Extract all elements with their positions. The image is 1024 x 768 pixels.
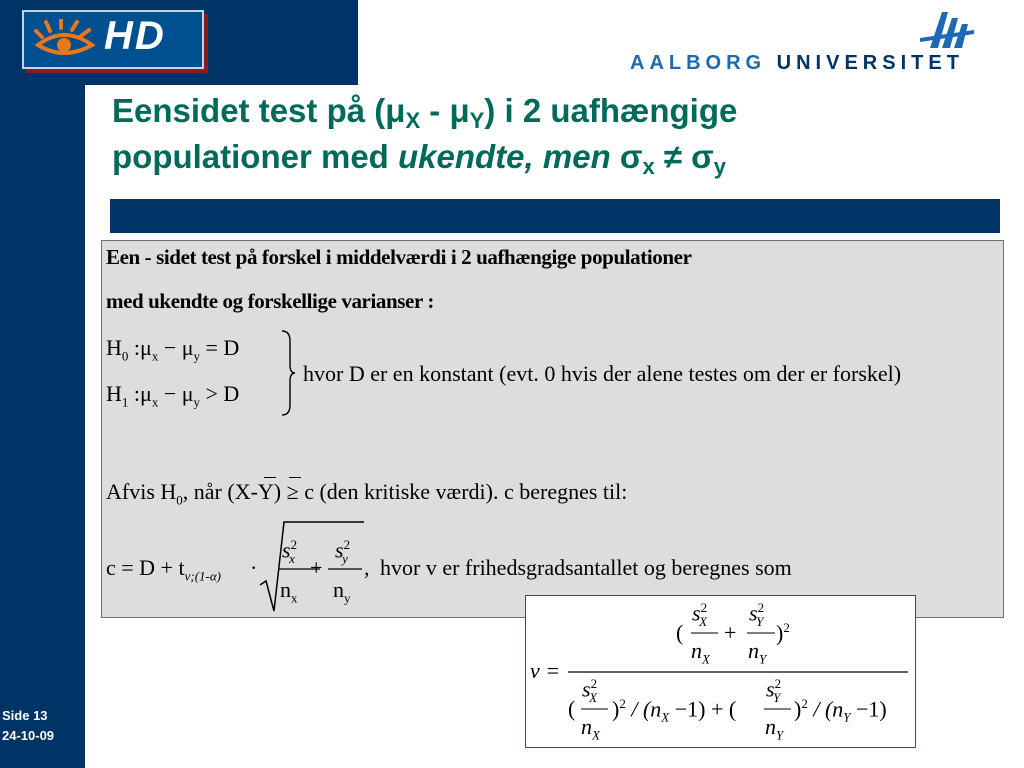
reject-rule: Afvis $H_0$, når (X-Y) ≥ c (den kritiske værdi). c beregnes til:: [106, 479, 628, 508]
den-nx: $n_X$: [581, 714, 600, 743]
frac2-numerator: $s^2_y$: [335, 537, 351, 566]
title-line-1: Eensidet test på $(\mu_X - \mu_Y)$ i 2 uafhængige: [112, 92, 738, 133]
num-sx2: $s^2_X$: [692, 600, 708, 629]
brace-icon: [280, 329, 296, 417]
slide-number: Side 13: [2, 708, 48, 723]
plus-operator: +: [310, 555, 323, 580]
degrees-of-freedom-formula: [525, 595, 916, 748]
hypothesis-h0: $H_0$ $:\mu_x - \mu_y = D$: [106, 335, 240, 364]
hd-logo-text: HD: [104, 14, 166, 58]
slide-title: [112, 88, 992, 180]
dot-operator: ·: [250, 555, 258, 580]
c-formula-lhs: $c = D + t_{v;(1-\alpha)}$: [106, 555, 222, 584]
comma: ,: [364, 555, 370, 580]
num-open-paren: (: [676, 620, 684, 645]
constant-note: hvor D er en konstant (evt. 0 hvis der alene testes om der er forskel): [303, 361, 902, 386]
x-bar: [264, 477, 276, 478]
num-ny: $n_Y$: [748, 638, 767, 667]
slide-footer: [2, 706, 54, 746]
num-close-squared: )$^2$: [776, 620, 790, 646]
v-equals: v =: [530, 658, 561, 683]
title-underbar: [110, 199, 1000, 233]
frac2-denominator: $n_y$: [333, 577, 351, 606]
num-plus: +: [724, 620, 737, 645]
c-formula-note: hvor v er frihedsgradsantallet og beregnes som: [380, 555, 792, 580]
box-heading-line-1: Een - sidet test på forskel i middelværdi i 2 uafhængige populationer: [106, 245, 692, 269]
hd-logo: [22, 10, 204, 69]
eye-icon: [34, 19, 96, 61]
den-sy2: $s^2_Y$: [766, 676, 782, 705]
hypothesis-h1: $H_1$ $:\mu_x - \mu_y > D$: [106, 381, 240, 410]
box-heading-line-2: med ukendte og forskellige varianser :: [106, 289, 434, 313]
title-line-2: populationer med ukendte, men $\sigma_x \ne \sigma_y$: [112, 138, 727, 179]
den-term2: )$^2 / (n_Y -1)$: [794, 696, 887, 725]
num-sy2: $s^2_Y$: [749, 600, 765, 629]
left-navy-band: [0, 0, 85, 768]
den-sx2: $s^2_X$: [582, 676, 598, 705]
university-name: AALBORG UNIVERSITET: [630, 52, 964, 74]
slide-date: 24-10-09: [2, 728, 55, 743]
frac1-denominator: $n_x$: [280, 577, 298, 606]
den-open-paren-1: (: [568, 696, 576, 721]
aalborg-university-logo-icon: [918, 8, 976, 52]
num-nx: $n_X$: [691, 638, 710, 667]
y-bar: [289, 477, 301, 478]
den-term1: )$^2 / (n_X -1)$ + (: [612, 696, 737, 725]
frac1-numerator: $s^2_x$: [282, 537, 298, 566]
den-ny: $n_Y$: [765, 714, 784, 743]
formula-box: [101, 240, 1004, 618]
